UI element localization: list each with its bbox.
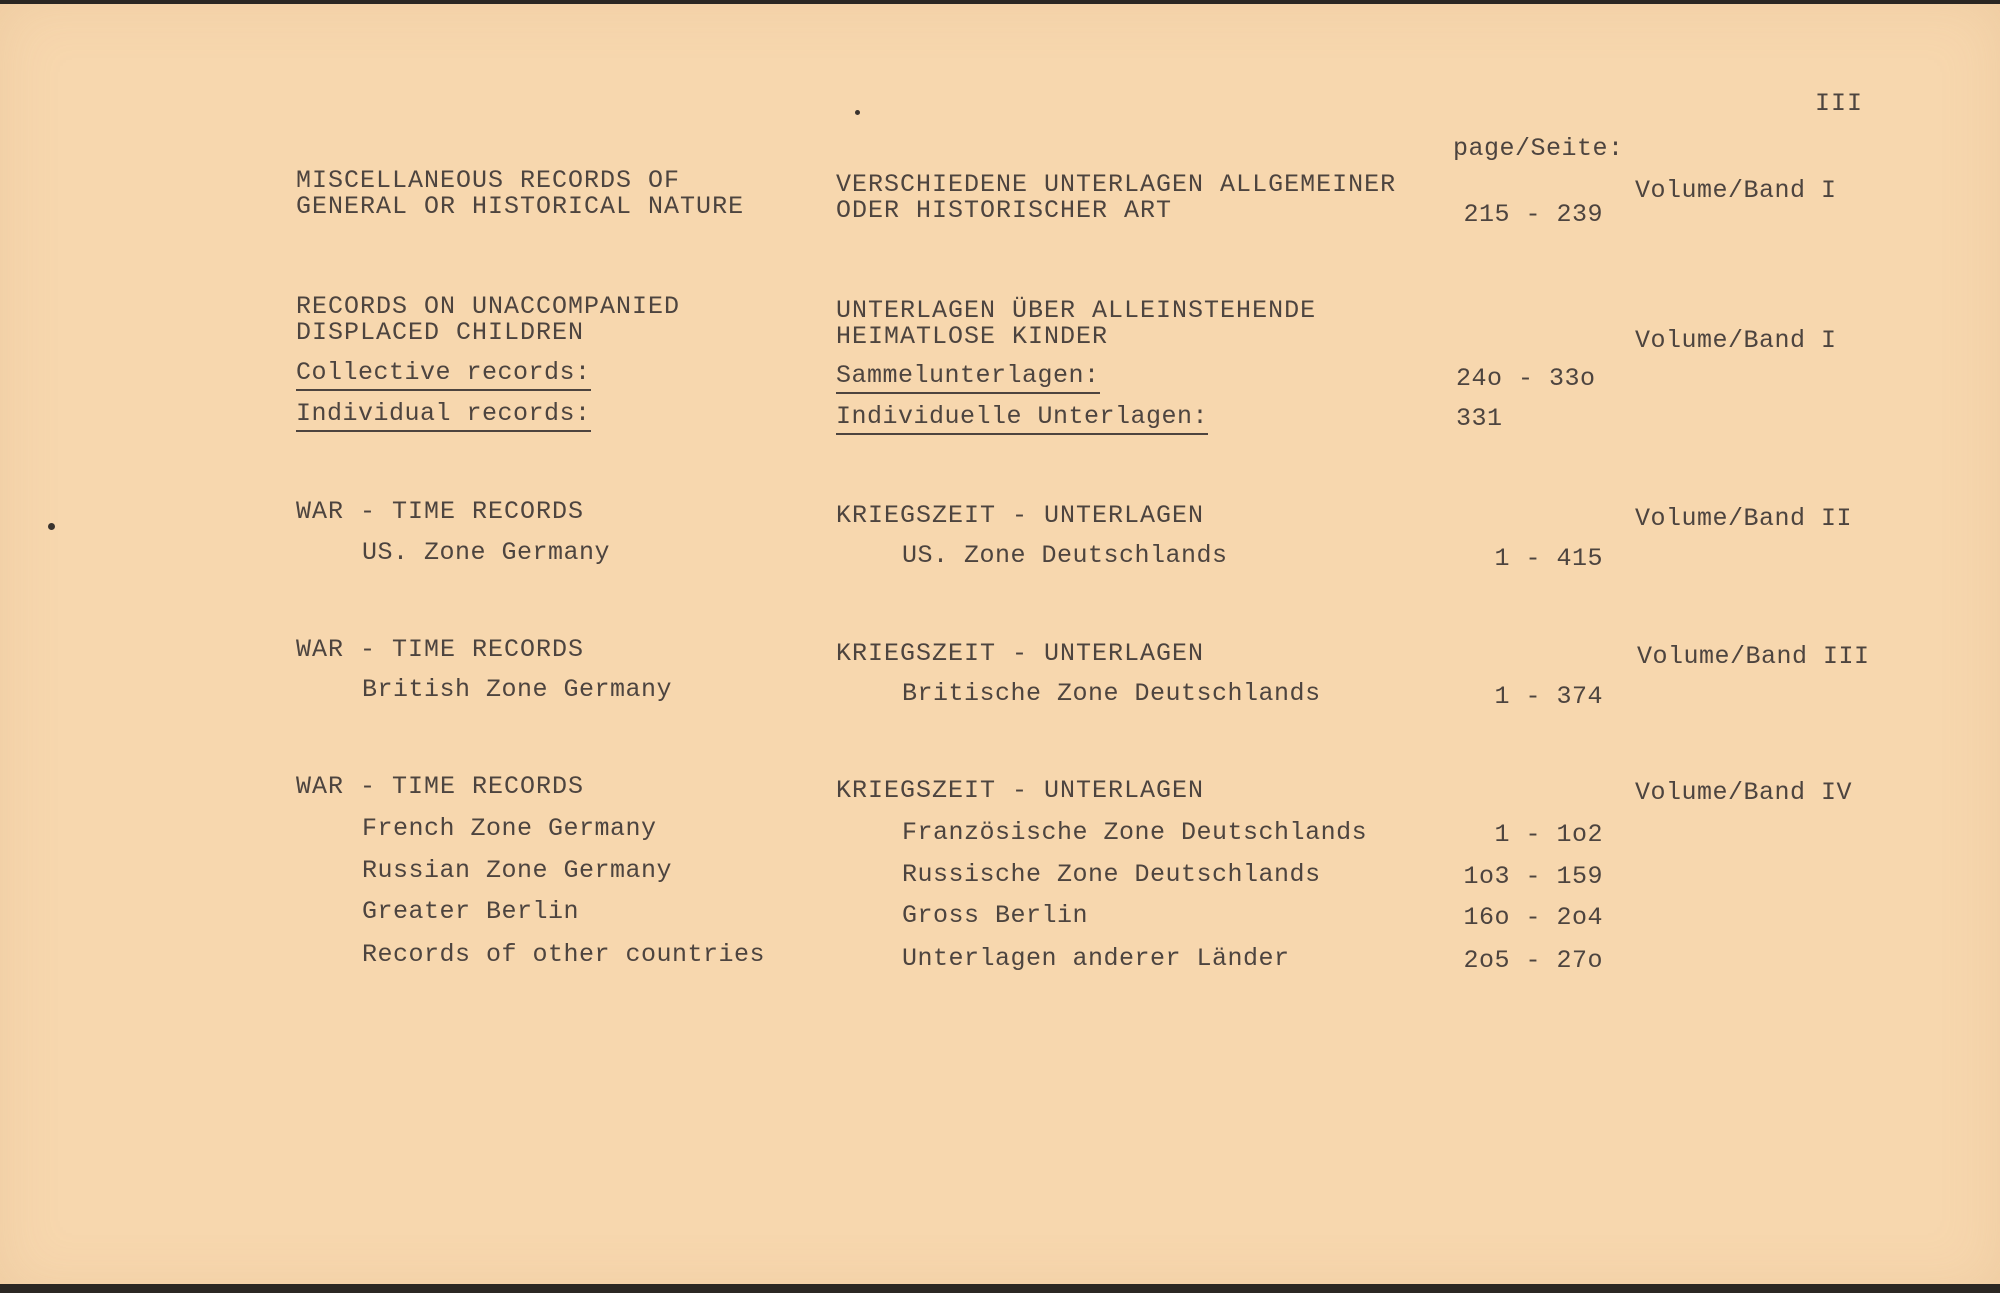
section-title-en: WAR - TIME RECORDS [296, 772, 585, 801]
entry-en: French Zone Germany [362, 814, 657, 843]
volume-label: Volume/Band IV [1635, 778, 1853, 807]
section-title-de: ODER HISTORISCHER ART [836, 196, 1173, 225]
section-title-de: KRIEGSZEIT - UNTERLAGEN [836, 776, 1205, 805]
subheading-en: Individual records: [296, 400, 591, 432]
entry-de: Russische Zone Deutschlands [902, 860, 1321, 889]
page-column-header: page/Seite: [1453, 134, 1624, 163]
scan-edge-top [0, 0, 2000, 4]
entry-en: Records of other countries [362, 940, 766, 969]
entry-en: Russian Zone Germany [362, 856, 673, 885]
page-range: 215 - 239 [1463, 200, 1603, 229]
volume-label: Volume/Band II [1635, 504, 1853, 533]
subheading-en: Collective records: [296, 359, 591, 391]
volume-label: Volume/Band III [1637, 642, 1870, 671]
page-range: 2o5 - 27o [1463, 946, 1603, 975]
page-range: 1 - 415 [1494, 544, 1603, 573]
scan-edge-bottom [0, 1284, 2000, 1293]
section-title-de: VERSCHIEDENE UNTERLAGEN ALLGEMEINER [836, 170, 1397, 199]
page-range: 331 [1456, 404, 1503, 433]
section-title-en: WAR - TIME RECORDS [296, 635, 585, 664]
page-range: 1o3 - 159 [1463, 862, 1603, 891]
page-range: 1 - 1o2 [1494, 820, 1603, 849]
section-title-de: KRIEGSZEIT - UNTERLAGEN [836, 639, 1205, 668]
page-number: III [1815, 89, 1864, 118]
entry-de: Französische Zone Deutschlands [902, 818, 1368, 847]
entry-en: British Zone Germany [362, 675, 673, 704]
entry-de: Britische Zone Deutschlands [902, 679, 1321, 708]
entry-en: Greater Berlin [362, 897, 580, 926]
volume-label: Volume/Band I [1635, 326, 1837, 355]
section-title-en: GENERAL OR HISTORICAL NATURE [296, 192, 745, 221]
section-title-en: WAR - TIME RECORDS [296, 497, 585, 526]
scan-speck [48, 523, 55, 530]
subheading-de: Individuelle Unterlagen: [836, 403, 1208, 435]
entry-de: US. Zone Deutschlands [902, 541, 1228, 570]
section-title-de: UNTERLAGEN ÜBER ALLEINSTEHENDE [836, 296, 1317, 325]
page-range: 1 - 374 [1494, 682, 1603, 711]
section-title-en: RECORDS ON UNACCOMPANIED [296, 292, 681, 321]
scan-speck [855, 110, 860, 115]
section-title-de: HEIMATLOSE KINDER [836, 322, 1109, 351]
entry-de: Unterlagen anderer Länder [902, 944, 1290, 973]
volume-label: Volume/Band I [1635, 176, 1837, 205]
entry-de: Gross Berlin [902, 901, 1089, 930]
section-title-en: MISCELLANEOUS RECORDS OF [296, 166, 681, 195]
section-title-de: KRIEGSZEIT - UNTERLAGEN [836, 501, 1205, 530]
page-range: 24o - 33o [1456, 364, 1596, 393]
page-range: 16o - 2o4 [1463, 903, 1603, 932]
subheading-de: Sammelunterlagen: [836, 362, 1100, 394]
section-title-en: DISPLACED CHILDREN [296, 318, 585, 347]
entry-en: US. Zone Germany [362, 538, 611, 567]
